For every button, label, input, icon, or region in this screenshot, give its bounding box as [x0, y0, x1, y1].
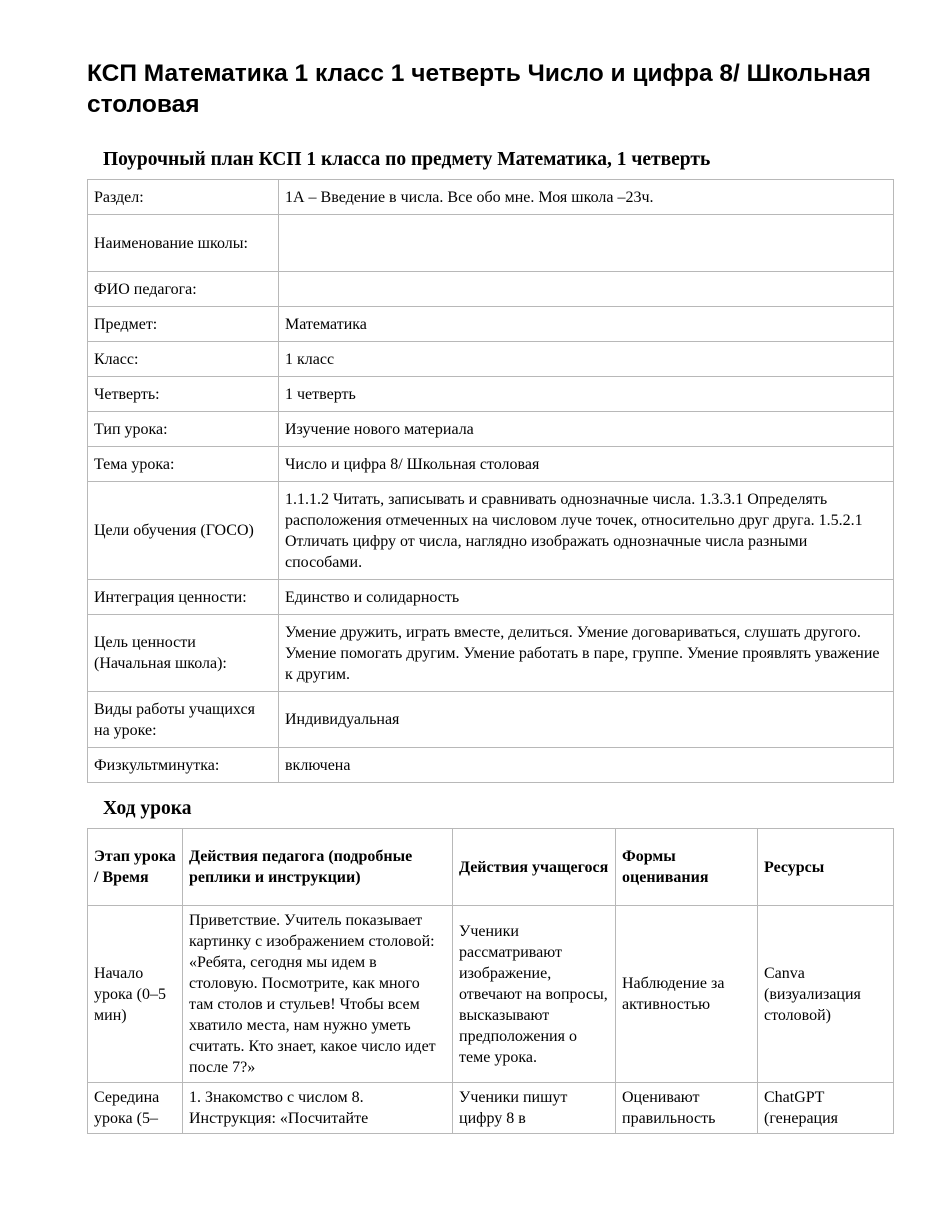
- column-header-student-actions: Действия учащегося: [453, 829, 616, 906]
- column-header-assessment: Формы оценивания: [616, 829, 758, 906]
- row-value: Математика: [279, 307, 894, 342]
- row-label: Физкультминутка:: [88, 748, 279, 783]
- row-value: Умение дружить, играть вместе, делиться. Умение договариваться, слушать другого. Умение помогать другим. Умение работать в паре, группе. Умение проявлять уважение к другим.: [279, 615, 894, 692]
- row-value: Единство и солидарность: [279, 580, 894, 615]
- row-label: Цели обучения (ГОСО): [88, 482, 279, 580]
- row-label: Тип урока:: [88, 412, 279, 447]
- page-title: КСП Математика 1 класс 1 четверть Число и цифра 8/ Школьная столовая: [87, 60, 871, 118]
- cell-resources: Canva (визуализация столовой): [758, 906, 894, 1083]
- row-label: Тема урока:: [88, 447, 279, 482]
- table-header-row: [88, 829, 894, 906]
- cell-assessment: Наблюдение за активностью: [616, 906, 758, 1083]
- row-label: Виды работы учащихся на уроке:: [88, 692, 279, 748]
- cell-assessment: Оценивают правильность: [616, 1083, 758, 1134]
- column-header-stage: Этап урока / Время: [88, 829, 183, 906]
- table-row: [88, 1083, 894, 1134]
- row-label: Четверть:: [88, 377, 279, 412]
- row-value: 1.1.1.2 Читать, записывать и сравнивать однозначные числа. 1.3.3.1 Определять расположения отмеченных на числовом луче точек, относительно друг друга. 1.5.2.1 Отличать цифру от числа, наглядно изображать однозначные числа разными способами.: [279, 482, 894, 580]
- cell-student-actions: Ученики рассматривают изображение, отвечают на вопросы, высказывают предположения о теме урока.: [453, 906, 616, 1083]
- cell-teacher-actions: 1. Знакомство с числом 8. Инструкция: «Посчитайте: [183, 1083, 453, 1134]
- cell-teacher-actions: Приветствие. Учитель показывает картинку с изображением столовой: «Ребята, сегодня мы идем в столовую. Посмотрите, как много там столов и стульев! Чтобы всем хватило места, нам нужно уметь считать. Кто знает, какое число идет после 7?»: [183, 906, 453, 1083]
- row-label: Класс:: [88, 342, 279, 377]
- row-label: Наименование школы:: [88, 215, 279, 272]
- row-value: 1 четверть: [279, 377, 894, 412]
- column-header-resources: Ресурсы: [758, 829, 894, 906]
- row-value: 1 класс: [279, 342, 894, 377]
- cell-stage: Начало урока (0–5 мин): [88, 906, 183, 1083]
- table-row: [88, 906, 894, 1083]
- cell-resources: ChatGPT (генерация: [758, 1083, 894, 1134]
- column-header-teacher-actions: Действия педагога (подробные реплики и инструкции): [183, 829, 453, 906]
- plan-heading: Поурочный план КСП 1 класса по предмету Математика, 1 четверть: [103, 149, 711, 170]
- row-label: Предмет:: [88, 307, 279, 342]
- row-label: Цель ценности (Начальная школа):: [88, 615, 279, 692]
- row-value: Число и цифра 8/ Школьная столовая: [279, 447, 894, 482]
- row-value: 1А – Введение в числа. Все обо мне. Моя школа –23ч.: [279, 180, 894, 215]
- cell-student-actions: Ученики пишут цифру 8 в: [453, 1083, 616, 1134]
- row-value: включена: [279, 748, 894, 783]
- row-label: ФИО педагога:: [88, 272, 279, 307]
- row-label: Интеграция ценности:: [88, 580, 279, 615]
- row-label: Раздел:: [88, 180, 279, 215]
- row-value: Изучение нового материала: [279, 412, 894, 447]
- lesson-heading: Ход урока: [103, 798, 192, 819]
- lesson-table: [87, 828, 894, 1134]
- cell-stage: Середина урока (5–: [88, 1083, 183, 1134]
- row-value: Индивидуальная: [279, 692, 894, 748]
